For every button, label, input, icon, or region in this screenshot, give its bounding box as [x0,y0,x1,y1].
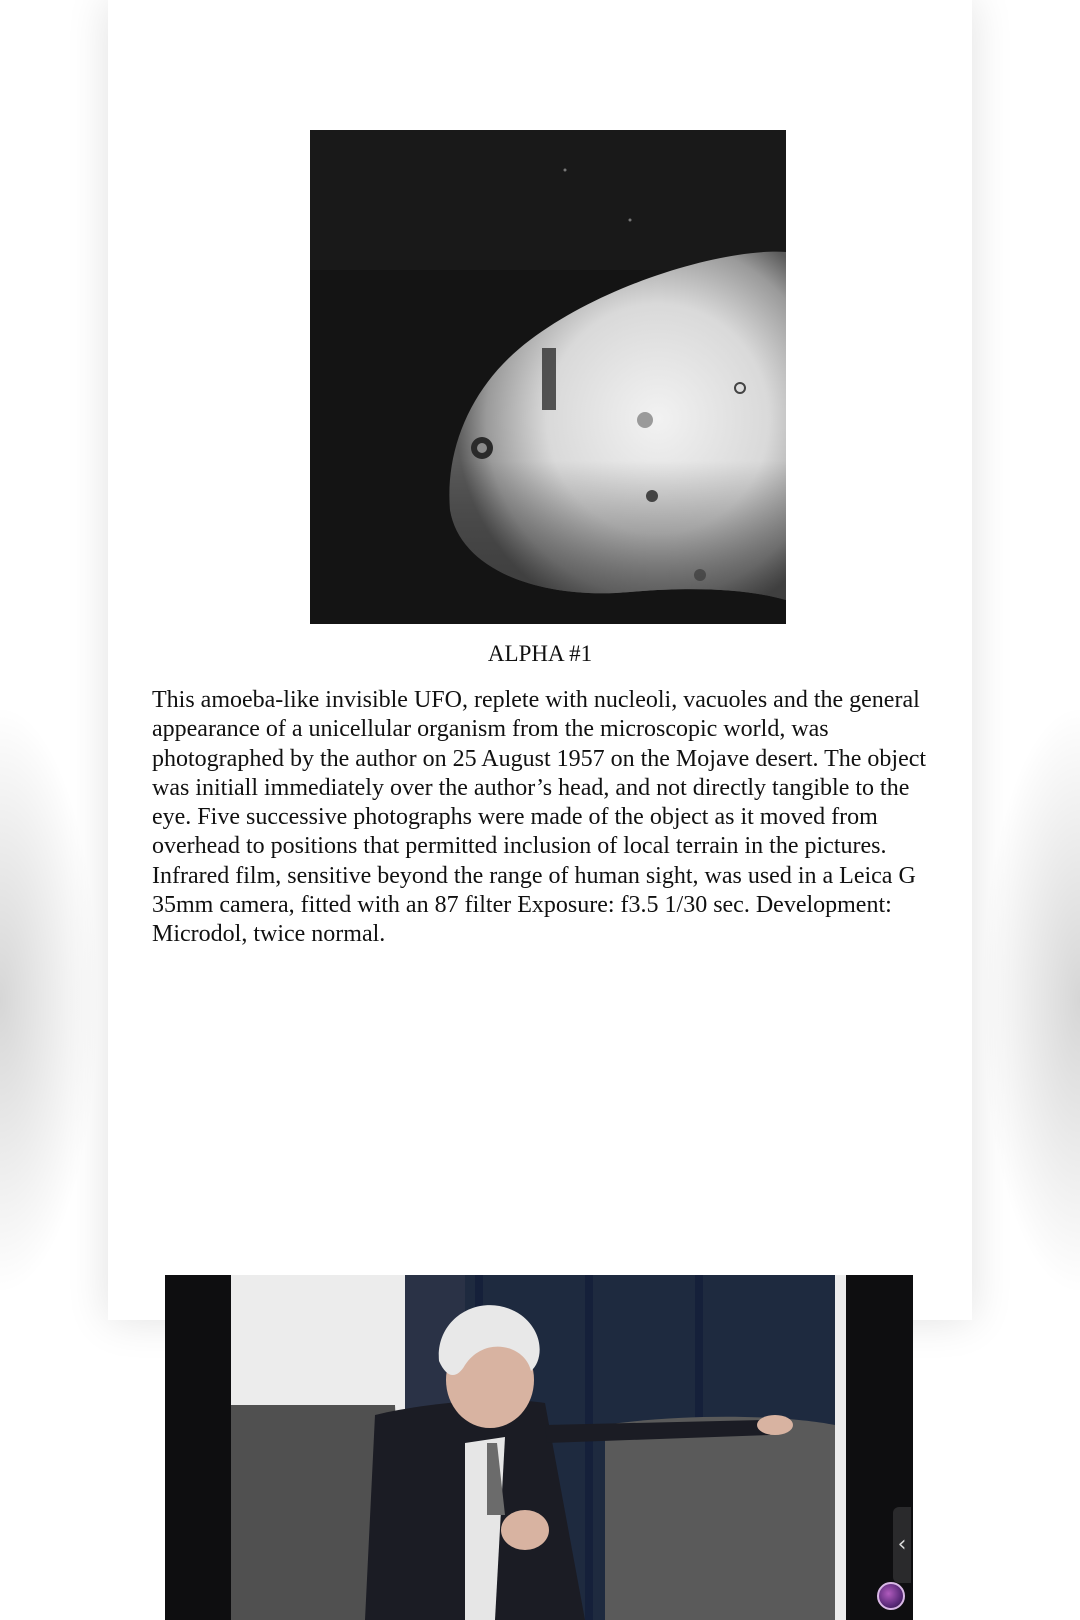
video-frame [165,1275,913,1620]
description-paragraph: This amoeba-like invisible UFO, replete with nucleoli, vacuoles and the general appearance of a unicellular organism from the microscopic world, was photographed by the author on 25 August 1957 on the Mojave desert. The object was initiall immediately over the author’s head, and not directly tangible to the eye. Five successive photographs were made of the object as it moved from overhead to positions that permitted inclusion of local terrain in the pictures. Infrared film, sensitive beyond the range of human sight, was used in a Leica G 35mm camera, fitted with an 87 filter Exposure: f3.5 1/30 sec. Development: Microdol, twice normal. [152,687,927,948]
video-player[interactable] [165,1275,913,1620]
chevron-left-icon[interactable]: ‹ [893,1507,911,1583]
channel-logo-icon[interactable] [877,1582,905,1610]
background-shadow-left [0,0,110,1320]
background-shadow-right [970,0,1080,1320]
photo-caption: ALPHA #1 [487,641,593,666]
ufo-photograph [310,130,786,624]
document-page [108,0,972,1320]
